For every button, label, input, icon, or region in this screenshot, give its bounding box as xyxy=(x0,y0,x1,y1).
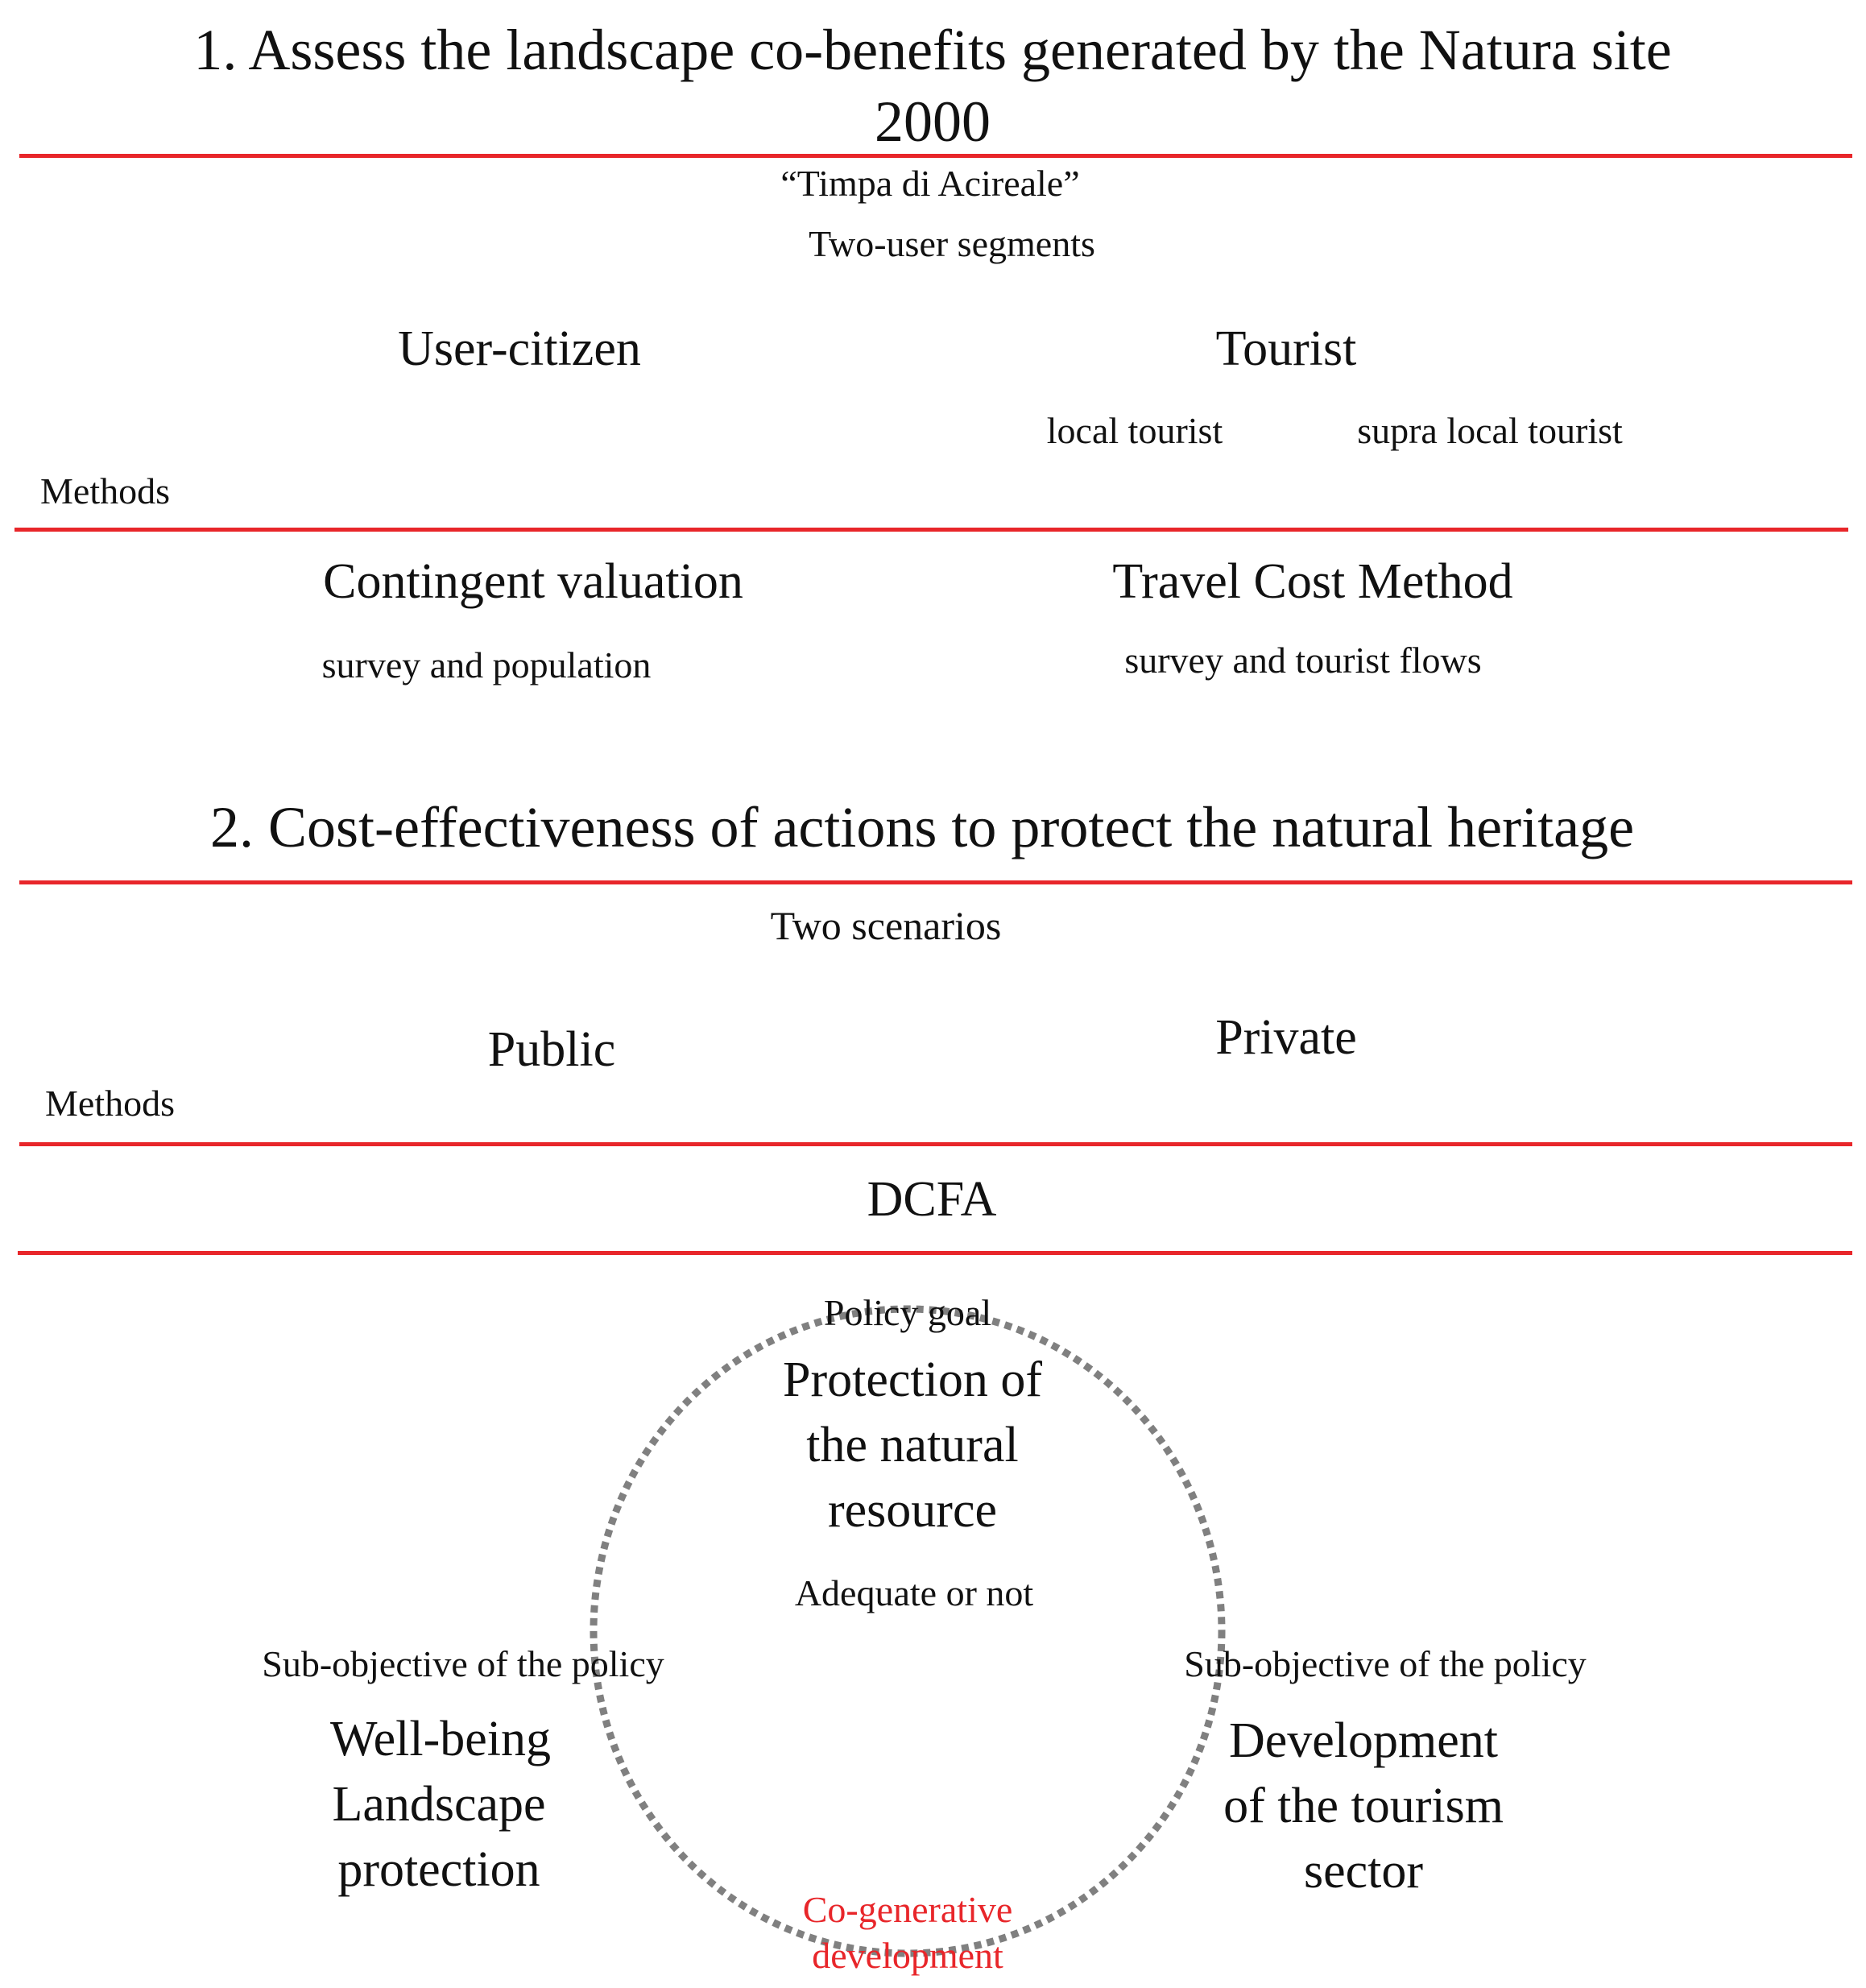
policy-goal-line3: resource xyxy=(828,1483,997,1538)
private-scenario-label: Private xyxy=(1215,1010,1357,1065)
co-generative-line1: Co-generative xyxy=(802,1889,1013,1930)
right-sub-objective-line2: of the tourism xyxy=(1223,1779,1504,1833)
policy-goal-sub: Adequate or not xyxy=(794,1572,1034,1613)
left-sub-objective-line3: protection xyxy=(337,1842,540,1897)
user-citizen-label: User-citizen xyxy=(398,321,641,376)
right-sub-objective-line1: Development xyxy=(1228,1713,1499,1768)
travel-cost-method-sub: survey and tourist flows xyxy=(1124,640,1482,681)
policy-goal-line1: Protection of xyxy=(783,1352,1042,1407)
right-sub-objective-label: Sub-objective of the policy xyxy=(1184,1643,1587,1684)
left-sub-objective-line2: Landscape xyxy=(332,1777,546,1832)
travel-cost-method-label: Travel Cost Method xyxy=(1112,554,1513,609)
policy-goal-label: Policy goal xyxy=(823,1292,992,1333)
public-scenario-label: Public xyxy=(487,1022,616,1077)
section1-methods-label: Methods xyxy=(40,470,170,511)
section2-methods-label: Methods xyxy=(45,1083,175,1124)
section2-title: 2. Cost-effectiveness of actions to protect the natural heritage xyxy=(209,795,1635,859)
site-name: “Timpa di Acireale” xyxy=(780,163,1080,204)
section1-title-line1: 1. Assess the landscape co-benefits generated by the Natura site xyxy=(193,18,1672,82)
right-sub-objective-line3: sector xyxy=(1303,1844,1424,1899)
section1-title-line2: 2000 xyxy=(875,89,991,154)
tourist-label: Tourist xyxy=(1215,321,1357,376)
left-sub-objective-line1: Well-being xyxy=(330,1712,551,1766)
contingent-valuation-label: Contingent valuation xyxy=(323,554,743,609)
scenarios-label: Two scenarios xyxy=(770,903,1002,948)
user-segments-label: Two-user segments xyxy=(809,223,1095,264)
policy-goal-line2: the natural xyxy=(806,1418,1019,1472)
local-tourist-label: local tourist xyxy=(1046,410,1223,451)
co-generative-line2: development xyxy=(812,1935,1003,1976)
dcfa-label: DCFA xyxy=(867,1172,997,1227)
supra-local-tourist-label: supra local tourist xyxy=(1357,410,1623,451)
left-sub-objective-label: Sub-objective of the policy xyxy=(262,1643,664,1684)
contingent-valuation-sub: survey and population xyxy=(321,644,652,685)
